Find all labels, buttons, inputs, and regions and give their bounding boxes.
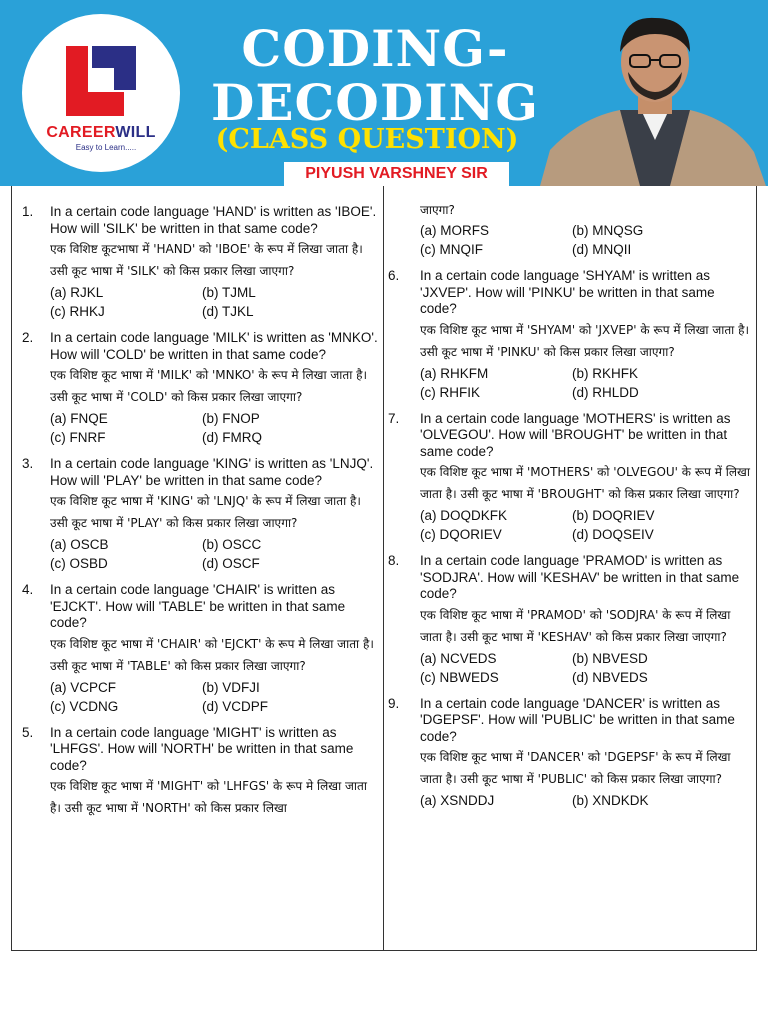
question-text-english: In a certain code language 'SHYAM' is written as 'JXVEP'. How will 'PINKU' be written in that same code? — [420, 268, 715, 316]
option-b: (b) TJML — [202, 285, 256, 300]
option-a: (a) RHKFM — [420, 365, 489, 381]
question-text-hindi: एक विशिष्ट कूट भाषा में 'KING' को 'LNJQ' के रूप में लिखा जाता है। उसी कूट भाषा में 'PLAY' को किस प्रकार लिखा जाएगा? — [50, 494, 361, 530]
option-a: (a) FNQE — [50, 411, 108, 426]
option-a: (a) VCPCF — [50, 679, 117, 695]
question-text-english: In a certain code language 'DANCER' is written as 'DGEPSF'. How will 'PUBLIC' be written in that same code? — [420, 695, 735, 744]
question-2 — [18, 330, 378, 447]
careerwill-logo-mark — [62, 42, 140, 120]
answer-options — [420, 221, 750, 259]
option-b: (b) FNOP — [202, 411, 260, 426]
option-d: (d) DOQSEIV — [572, 527, 654, 542]
question-number: 8. — [388, 553, 400, 568]
question-text-english: In a certain code language 'PRAMOD' is written as 'SODJRA'. How will 'KESHAV' be written in that same code? — [420, 553, 740, 601]
teacher-name-badge: PIYUSH VARSHNEY SIR — [284, 162, 509, 186]
question-text-hindi: एक विशिष्ट कूट भाषा में 'PRAMOD' को 'SODJRA' के रूप में लिखा जाता है। उसी कूट भाषा में 'KESHAV' को किस प्रकार लिखा जाएगा? — [420, 607, 731, 644]
column-divider — [383, 186, 384, 951]
option-a: (a) DOQDKFK — [420, 508, 508, 523]
option-b: (b) NBVESD — [572, 650, 648, 666]
question-3 — [18, 456, 378, 573]
answer-options — [420, 649, 750, 687]
header-banner — [0, 0, 768, 186]
question-8 — [388, 553, 750, 687]
question-7 — [388, 411, 750, 545]
question-number: 4. — [22, 582, 34, 597]
answer-options — [420, 364, 750, 402]
question-5 — [18, 725, 378, 820]
question-number: 1. — [22, 204, 34, 219]
answer-options — [420, 506, 750, 544]
right-column — [388, 186, 750, 819]
answer-options — [50, 283, 378, 321]
brand-name: CAREERWILL — [46, 124, 156, 141]
page-subtitle: (CLASS QUESTION) — [215, 124, 519, 155]
question-text-hindi: एक विशिष्ट कूट भाषा में 'MILK' को 'MNKO' के रूप मे लिखा जाता है। उसी कूट भाषा में 'COLD' को किस प्रकार लिखा जाएगा? — [50, 368, 368, 404]
question-text-english: In a certain code language 'MIGHT' is written as 'LHFGS'. How will 'NORTH' be written in that same code? — [50, 724, 354, 773]
answer-options — [50, 678, 378, 716]
question-number: 3. — [22, 456, 34, 471]
question-number: 5. — [22, 724, 34, 740]
left-column — [18, 186, 378, 828]
question-text-hindi: एक विशिष्ट कूट भाषा में 'MOTHERS' को 'OLVEGOU' के रूप में लिखा जाता है। उसी कूट भाषा में 'BROUGHT' को किस प्रकार लिखा जाएगा? — [420, 465, 750, 501]
question-number: 2. — [22, 330, 34, 345]
question-text-hindi-continued: जाएगा? — [420, 203, 455, 217]
option-d: (d) NBVEDS — [572, 669, 648, 685]
option-c: (c) NBWEDS — [420, 669, 499, 685]
question-text-english: In a certain code language 'CHAIR' is written as 'EJCKT'. How will 'TABLE' be written in that same code? — [50, 582, 346, 630]
page-title-line-1: CODING- — [241, 19, 509, 78]
question-number: 9. — [388, 695, 400, 711]
option-c: (c) DQORIEV — [420, 527, 502, 542]
option-c: (c) FNRF — [50, 430, 106, 445]
question-text-hindi: एक विशिष्ट कूट भाषा में 'CHAIR' को 'EJCKT' के रूप मे लिखा जाता है। उसी कूट भाषा में 'TABLE' को किस प्रकार लिखा जाएगा? — [50, 636, 374, 673]
question-text-english: In a certain code language 'HAND' is written as 'IBOE'. How will 'SILK' be written in that same code? — [50, 204, 377, 236]
option-c: (c) RHFIK — [420, 384, 480, 400]
option-c: (c) VCDNG — [50, 698, 119, 714]
question-1 — [18, 204, 378, 321]
option-c: (c) OSBD — [50, 556, 108, 571]
option-a: (a) OSCB — [50, 537, 109, 552]
question-text-hindi: एक विशिष्ट कूट भाषा में 'DANCER' को 'DGEPSF' के रूप में लिखा जाता है। उसी कूट भाषा में 'PUBLIC' को किस प्रकार लिखा जाएगा? — [420, 750, 731, 786]
answer-options — [420, 791, 750, 810]
option-b: (b) RKHFK — [572, 365, 639, 381]
page-title-line-2: DECODING — [211, 73, 539, 132]
question-text-english: In a certain code language 'KING' is written as 'LNJQ'. How will 'PLAY' be written in that same code? — [50, 456, 374, 488]
question-text-hindi: एक विशिष्ट कूट भाषा में 'MIGHT' को 'LHFGS' के रूप मे लिखा जाता है। उसी कूट भाषा में 'NORTH' को किस प्रकार लिखा — [50, 779, 367, 815]
answer-options — [50, 535, 378, 573]
option-d: (d) VCDPF — [202, 698, 269, 714]
answer-options — [50, 409, 378, 447]
question-number: 7. — [388, 410, 400, 426]
option-b: (b) XNDKDK — [572, 793, 649, 808]
careerwill-logo — [22, 14, 180, 172]
option-d: (d) TJKL — [202, 304, 254, 319]
option-d: (d) FMRQ — [202, 430, 262, 445]
question-5-continued — [388, 200, 750, 259]
option-a: (a) MORFS — [420, 223, 489, 238]
option-d: (d) OSCF — [202, 556, 260, 571]
question-text-english: In a certain code language 'MOTHERS' is written as 'OLVEGOU'. How will 'BROUGHT' be written in that same code? — [420, 410, 731, 459]
question-text-english: In a certain code language 'MILK' is written as 'MNKO'. How will 'COLD' be written in that same code? — [50, 330, 378, 362]
option-a: (a) RJKL — [50, 285, 104, 300]
option-c: (c) RHKJ — [50, 304, 105, 319]
question-6 — [388, 268, 750, 402]
option-d: (d) RHLDD — [572, 384, 639, 400]
question-text-hindi: एक विशिष्ट कूटभाषा में 'HAND' को 'IBOE' के रूप में लिखा जाता है। उसी कूट भाषा में 'SILK' को किस प्रकार लिखा जाएगा? — [50, 242, 363, 278]
brand-tagline: Easy to Learn..... — [75, 143, 137, 152]
option-b: (b) OSCC — [202, 537, 262, 552]
option-d: (d) MNQII — [572, 242, 632, 257]
option-a: (a) XSNDDJ — [420, 793, 495, 808]
option-b: (b) MNQSG — [572, 223, 644, 238]
option-b: (b) VDFJI — [202, 679, 260, 695]
question-4 — [18, 582, 378, 716]
question-number: 6. — [388, 268, 400, 283]
question-text-hindi: एक विशिष्ट कूट भाषा में 'SHYAM' को 'JXVEP' के रूप में लिखा जाता है। उसी कूट भाषा में 'PINKU' को किस प्रकार लिखा जाएगा? — [420, 322, 750, 359]
question-9 — [388, 696, 750, 811]
option-c: (c) MNQIF — [420, 242, 483, 257]
option-a: (a) NCVEDS — [420, 650, 497, 666]
option-b: (b) DOQRIEV — [572, 508, 655, 523]
teacher-photo — [540, 0, 766, 186]
